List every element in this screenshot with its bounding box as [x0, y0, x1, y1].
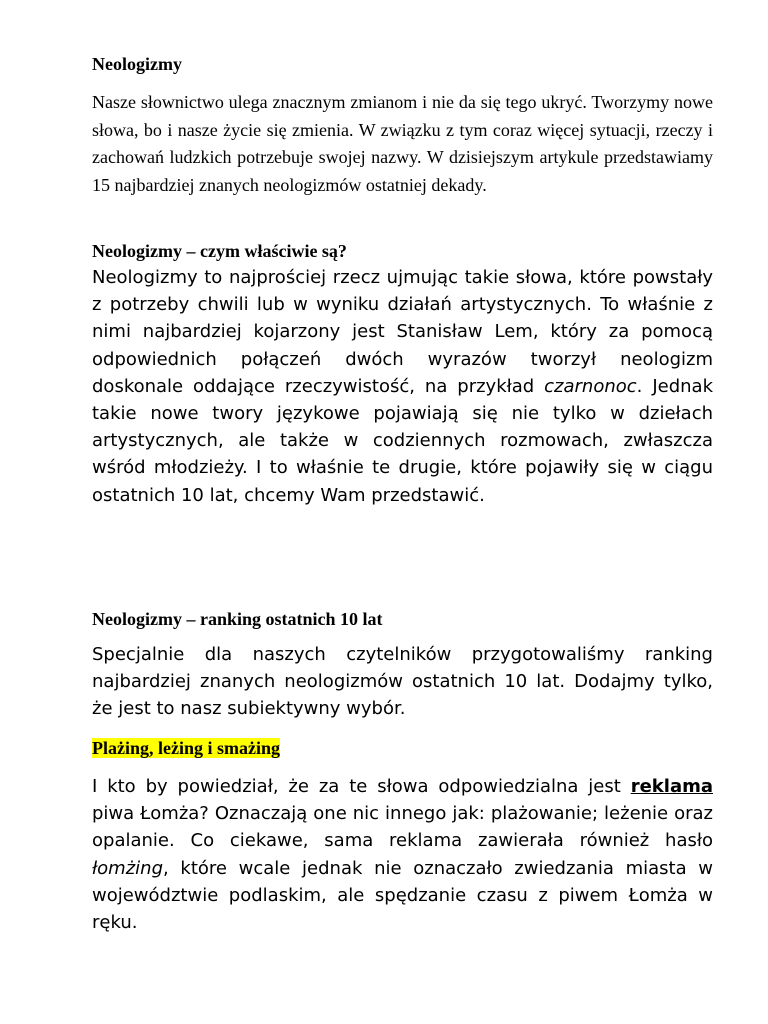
document-title: Neologizmy [92, 54, 182, 74]
section-heading-plazing [92, 737, 280, 759]
ranking-paragraph: Specjalnie dla naszych czytelników przygotowaliśmy ranking najbardziej znanych neologizmów ostatnich 10 lat. Dodajmy tylko, że jest to nasz subiektywny wybór. [92, 644, 713, 720]
plazing-text-end: , które wcale jednak nie oznaczało zwiedzania miasta w województwie podlaskim, ale spędzanie czasu z piwem Łomża w ręku. [92, 857, 713, 934]
highlighted-heading-text: Plażing, leżing i smażing [92, 738, 280, 758]
section-heading-definition: Neologizmy – czym właściwie są? [92, 241, 347, 261]
italic-term-lomzing: łomżing [92, 857, 163, 879]
definition-text-end: . Jednak takie nowe twory językowe pojawiają się nie tylko w dziełach artystycznych, ale także w codziennych rozmowach, zwłaszcza wśród młodzieży. I to właśnie te drugie, które pojawiły się w ciągu ostatnich 10 lat, chcemy Wam przedstawić. [92, 375, 713, 506]
italic-term-czarnonoc: czarnonoc [544, 375, 637, 397]
definition-text-start: Neologizmy to najprościej rzecz ujmując takie słowa, które powstały z potrzeby chwili lub w wyniku działań artystycznych. To właśnie z nimi najbardziej kojarzony jest Stanisław Lem, który za pomocą odpowiednich połączeń dwóch wyrazów tworzył neologizm doskonale oddające rzeczywistość, na przykład [92, 267, 713, 397]
plazing-text-start: I kto by powiedział, że za te słowa odpowiedzialna jest [92, 776, 631, 797]
section-heading-ranking: Neologizmy – ranking ostatnich 10 lat [92, 609, 383, 629]
plazing-paragraph [92, 773, 713, 936]
intro-paragraph: Nasze słownictwo ulega znacznym zmianom i nie da się tego ukryć. Tworzymy nowe słowa, bo i nasze życie się zmienia. W związku z tym coraz więcej sytuacji, rzeczy i zachowań ludzkich potrzebuje swojej nazwy. W dzisiejszym artykule przedstawiamy 15 najbardziej znanych neologizmów ostatniej dekady. [92, 92, 713, 195]
plazing-text-middle: piwa Łomża? Oznaczają one nic innego jak: plażowanie; leżenie oraz opalanie. Co ciekawe, sama reklama zawierała również hasło [92, 803, 713, 852]
definition-paragraph [92, 264, 713, 509]
reklama-link[interactable]: reklama [630, 776, 713, 797]
